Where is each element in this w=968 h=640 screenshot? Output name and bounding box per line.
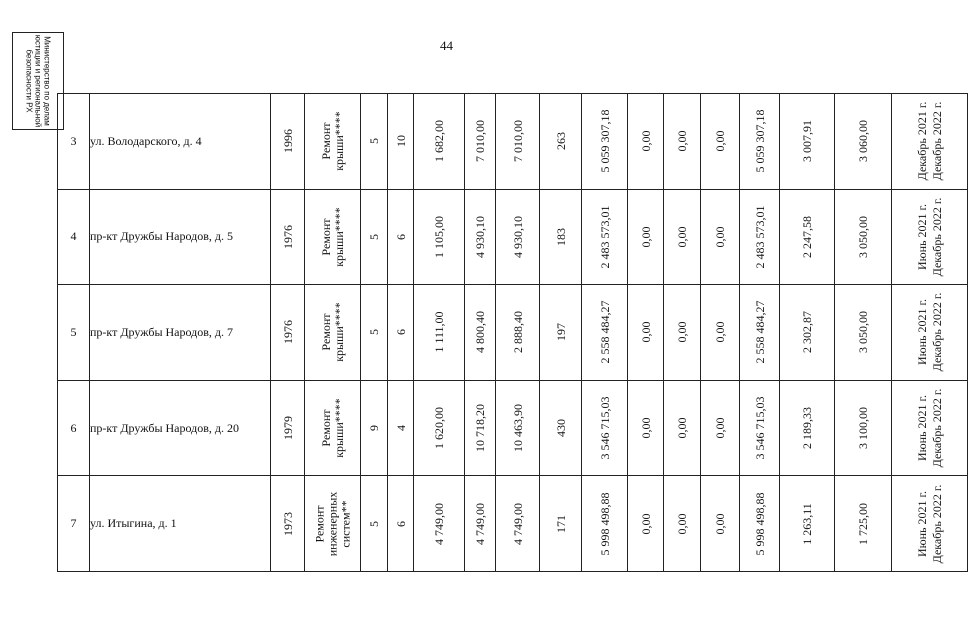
cell-line: Декабрь 2021 г. bbox=[914, 101, 929, 181]
cell-line: крыши**** bbox=[331, 398, 346, 458]
limit-cost-cell bbox=[835, 476, 892, 572]
address-cell: пр-кт Дружбы Народов, д. 20 bbox=[90, 380, 271, 476]
cell-text: 3 546 715,03 bbox=[752, 396, 767, 460]
cell-text: 1 111,00 bbox=[432, 311, 446, 354]
cell-text: 4 749,00 bbox=[473, 502, 487, 545]
cell-text: 1976 bbox=[280, 320, 295, 345]
cell-text: 7 010,00 bbox=[510, 120, 525, 163]
cell-line: систем** bbox=[338, 500, 352, 548]
fund-b-cell bbox=[664, 189, 701, 285]
row-number-cell: 3 bbox=[58, 94, 90, 190]
cell-text: 2 483 573,01 bbox=[752, 205, 767, 269]
repair-schedule-table bbox=[57, 93, 968, 572]
cell-line: крыши**** bbox=[331, 111, 346, 172]
cell-text: 2 888,40 bbox=[510, 311, 525, 354]
limit-cost-cell bbox=[835, 189, 892, 285]
cell-text: 5 bbox=[367, 329, 381, 336]
area-a-cell bbox=[465, 380, 496, 476]
fund-a-cell bbox=[628, 189, 664, 285]
build-year-cell bbox=[271, 380, 305, 476]
cost-other-cell bbox=[740, 380, 780, 476]
cell-line: Июнь 2021 г. bbox=[914, 203, 929, 270]
cell-text: 0,00 bbox=[713, 226, 727, 248]
limit-cost-cell bbox=[835, 285, 892, 381]
fund-a-cell bbox=[628, 380, 664, 476]
floors-cell bbox=[361, 94, 388, 190]
cell-text: 0,00 bbox=[638, 417, 653, 439]
dates-cell bbox=[892, 476, 968, 572]
cell-text: 6 bbox=[393, 329, 408, 336]
area-a-cell bbox=[465, 189, 496, 285]
dates-cell bbox=[892, 285, 968, 381]
cell-text: 6 bbox=[393, 233, 408, 240]
area-total-cell bbox=[414, 285, 465, 381]
table-row bbox=[58, 380, 968, 476]
cell-line: Декабрь 2022 г. bbox=[929, 388, 944, 468]
fund-a-cell bbox=[628, 94, 664, 190]
cell-line: Ремонт bbox=[312, 505, 326, 543]
entrances-cell bbox=[388, 189, 414, 285]
table-row bbox=[58, 94, 968, 190]
cell-text: 0,00 bbox=[675, 226, 689, 248]
fund-b-cell bbox=[664, 476, 701, 572]
area-a-cell bbox=[465, 94, 496, 190]
cell-text: 7 010,00 bbox=[473, 120, 487, 163]
cell-text: 430 bbox=[553, 419, 568, 438]
cell-text: 10 463,90 bbox=[510, 404, 525, 453]
cell-line: Декабрь 2022 г. bbox=[929, 293, 944, 372]
cost-total-cell bbox=[582, 189, 628, 285]
fund-c-cell bbox=[701, 94, 740, 190]
entrances-cell bbox=[388, 476, 414, 572]
row-number-cell: 6 bbox=[58, 380, 90, 476]
area-b-cell bbox=[496, 380, 540, 476]
cell-text: 3 050,00 bbox=[856, 215, 870, 258]
cost-other-cell bbox=[740, 285, 780, 381]
cell-text: 4 930,10 bbox=[473, 215, 487, 258]
cell-text: 2 558 484,27 bbox=[752, 300, 767, 364]
cell-text: 1 620,00 bbox=[432, 407, 446, 450]
cell-text: 0,00 bbox=[713, 417, 727, 439]
cell-text: 1 105,00 bbox=[432, 215, 446, 258]
residents-cell bbox=[540, 189, 582, 285]
stamp-line: юстиции и региональной bbox=[33, 34, 43, 128]
area-b-cell bbox=[496, 476, 540, 572]
cell-text: 5 998 498,88 bbox=[597, 492, 612, 556]
cell-text: 3 546 715,03 bbox=[597, 396, 612, 460]
entrances-cell bbox=[388, 285, 414, 381]
cell-text: 10 718,20 bbox=[473, 404, 487, 453]
cell-text: 4 930,10 bbox=[510, 215, 525, 258]
cell-text: 171 bbox=[553, 514, 568, 533]
area-total-cell bbox=[414, 476, 465, 572]
floors-cell bbox=[361, 476, 388, 572]
cell-line: Ремонт bbox=[318, 218, 333, 256]
cell-text: 1 263,11 bbox=[800, 502, 814, 545]
cell-line: Июнь 2021 г. bbox=[914, 395, 929, 462]
cell-text: 0,00 bbox=[713, 130, 727, 152]
work-type-cell bbox=[305, 380, 361, 476]
cell-text: 4 bbox=[393, 425, 408, 432]
address-cell: пр-кт Дружбы Народов, д. 7 bbox=[90, 285, 271, 381]
area-a-cell bbox=[465, 285, 496, 381]
cell-text: 0,00 bbox=[713, 513, 727, 535]
cell-text: 5 bbox=[367, 138, 381, 145]
entrances-cell bbox=[388, 380, 414, 476]
residents-cell bbox=[540, 380, 582, 476]
cell-text: 3 100,00 bbox=[856, 407, 870, 450]
cell-line: крыши**** bbox=[331, 302, 346, 363]
fund-b-cell bbox=[664, 285, 701, 381]
cell-line: Декабрь 2022 г. bbox=[929, 484, 944, 564]
cell-text: 2 483 573,01 bbox=[597, 205, 612, 269]
cell-text: 263 bbox=[553, 132, 568, 151]
area-b-cell bbox=[496, 94, 540, 190]
cell-line: инженерных bbox=[325, 491, 339, 556]
residents-cell bbox=[540, 94, 582, 190]
cell-text: 0,00 bbox=[675, 513, 689, 535]
cell-text: 1 682,00 bbox=[432, 120, 446, 163]
cell-line: Ремонт bbox=[318, 409, 333, 447]
cell-text: 1979 bbox=[280, 416, 295, 441]
floors-cell bbox=[361, 189, 388, 285]
fund-c-cell bbox=[701, 380, 740, 476]
limit-cost-cell bbox=[835, 380, 892, 476]
build-year-cell bbox=[271, 94, 305, 190]
work-type-cell bbox=[305, 94, 361, 190]
area-total-cell bbox=[414, 94, 465, 190]
cell-text: 2 189,33 bbox=[800, 407, 814, 450]
cell-line: Ремонт bbox=[318, 313, 333, 352]
dates-cell bbox=[892, 94, 968, 190]
cell-line: Июнь 2021 г. bbox=[914, 490, 929, 557]
cell-text: 5 059 307,18 bbox=[752, 109, 767, 173]
cell-text: 2 247,58 bbox=[800, 215, 814, 258]
cell-text: 4 800,40 bbox=[473, 311, 487, 354]
table-row bbox=[58, 189, 968, 285]
cell-text: 1973 bbox=[280, 511, 295, 536]
cell-line: Декабрь 2022 г. bbox=[929, 197, 944, 277]
work-type-cell bbox=[305, 285, 361, 381]
fund-b-cell bbox=[664, 380, 701, 476]
area-b-cell bbox=[496, 285, 540, 381]
cell-line: крыши**** bbox=[331, 207, 346, 267]
residents-cell bbox=[540, 476, 582, 572]
row-number-cell: 5 bbox=[58, 285, 90, 381]
cost-total-cell bbox=[582, 380, 628, 476]
build-year-cell bbox=[271, 189, 305, 285]
cell-text: 1976 bbox=[280, 224, 295, 249]
fund-c-cell bbox=[701, 285, 740, 381]
cost-total-cell bbox=[582, 94, 628, 190]
cell-text: 5 998 498,88 bbox=[752, 492, 767, 556]
address-cell: пр-кт Дружбы Народов, д. 5 bbox=[90, 189, 271, 285]
dates-cell bbox=[892, 380, 968, 476]
work-type-cell bbox=[305, 189, 361, 285]
row-number-cell: 7 bbox=[58, 476, 90, 572]
cost-other-cell bbox=[740, 476, 780, 572]
fund-a-cell bbox=[628, 285, 664, 381]
cell-text: 2 302,87 bbox=[800, 311, 814, 354]
floors-cell bbox=[361, 285, 388, 381]
cell-text: 0,00 bbox=[638, 513, 653, 535]
cell-line: Декабрь 2022 г. bbox=[929, 101, 944, 181]
floors-cell bbox=[361, 380, 388, 476]
cell-text: 0,00 bbox=[675, 417, 689, 439]
cell-text: 9 bbox=[367, 425, 381, 432]
cell-text: 10 bbox=[393, 135, 408, 148]
cell-text: 0,00 bbox=[638, 130, 653, 152]
cell-text: 0,00 bbox=[675, 321, 689, 343]
limit-cost-cell bbox=[835, 94, 892, 190]
fund-a-cell bbox=[628, 476, 664, 572]
address-cell: ул. Итыгина, д. 1 bbox=[90, 476, 271, 572]
table-row bbox=[58, 285, 968, 381]
entrances-cell bbox=[388, 94, 414, 190]
fund-c-cell bbox=[701, 189, 740, 285]
residents-cell bbox=[540, 285, 582, 381]
dates-cell bbox=[892, 189, 968, 285]
cell-text: 1996 bbox=[280, 129, 295, 154]
area-a-cell bbox=[465, 476, 496, 572]
unit-cost-cell bbox=[780, 476, 835, 572]
cell-line: Ремонт bbox=[318, 122, 333, 160]
cell-text: 0,00 bbox=[713, 321, 727, 343]
build-year-cell bbox=[271, 476, 305, 572]
cost-other-cell bbox=[740, 189, 780, 285]
unit-cost-cell bbox=[780, 94, 835, 190]
cost-total-cell bbox=[582, 285, 628, 381]
area-total-cell bbox=[414, 380, 465, 476]
unit-cost-cell bbox=[780, 189, 835, 285]
cell-text: 3 050,00 bbox=[856, 311, 870, 354]
address-cell: ул. Володарского, д. 4 bbox=[90, 94, 271, 190]
cell-text: 1 725,00 bbox=[856, 502, 870, 545]
row-number-cell: 4 bbox=[58, 189, 90, 285]
page-number: 44 bbox=[440, 38, 453, 53]
cell-text: 4 749,00 bbox=[432, 502, 446, 545]
fund-c-cell bbox=[701, 476, 740, 572]
unit-cost-cell bbox=[780, 380, 835, 476]
unit-cost-cell bbox=[780, 285, 835, 381]
cell-text: 0,00 bbox=[638, 321, 653, 343]
cell-text: 4 749,00 bbox=[510, 502, 525, 545]
cell-text: 3 060,00 bbox=[856, 120, 870, 163]
cell-text: 5 059 307,18 bbox=[597, 109, 612, 173]
cost-other-cell bbox=[740, 94, 780, 190]
cell-text: 2 558 484,27 bbox=[597, 300, 612, 364]
area-b-cell bbox=[496, 189, 540, 285]
cell-text: 5 bbox=[367, 520, 381, 527]
table-row bbox=[58, 476, 968, 572]
cell-line: Июнь 2021 г. bbox=[914, 299, 929, 366]
cell-text: 183 bbox=[553, 227, 568, 246]
cell-text: 3 007,91 bbox=[800, 120, 814, 163]
cell-text: 6 bbox=[393, 520, 408, 527]
fund-b-cell bbox=[664, 94, 701, 190]
stamp-line: безопасности РХ bbox=[24, 49, 34, 113]
area-total-cell bbox=[414, 189, 465, 285]
cost-total-cell bbox=[582, 476, 628, 572]
work-type-cell bbox=[305, 476, 361, 572]
stamp-line: Министерство по делам bbox=[42, 36, 52, 126]
build-year-cell bbox=[271, 285, 305, 381]
cell-text: 197 bbox=[553, 323, 568, 342]
cell-text: 5 bbox=[367, 233, 381, 240]
cell-text: 0,00 bbox=[675, 130, 689, 152]
cell-text: 0,00 bbox=[638, 226, 653, 248]
